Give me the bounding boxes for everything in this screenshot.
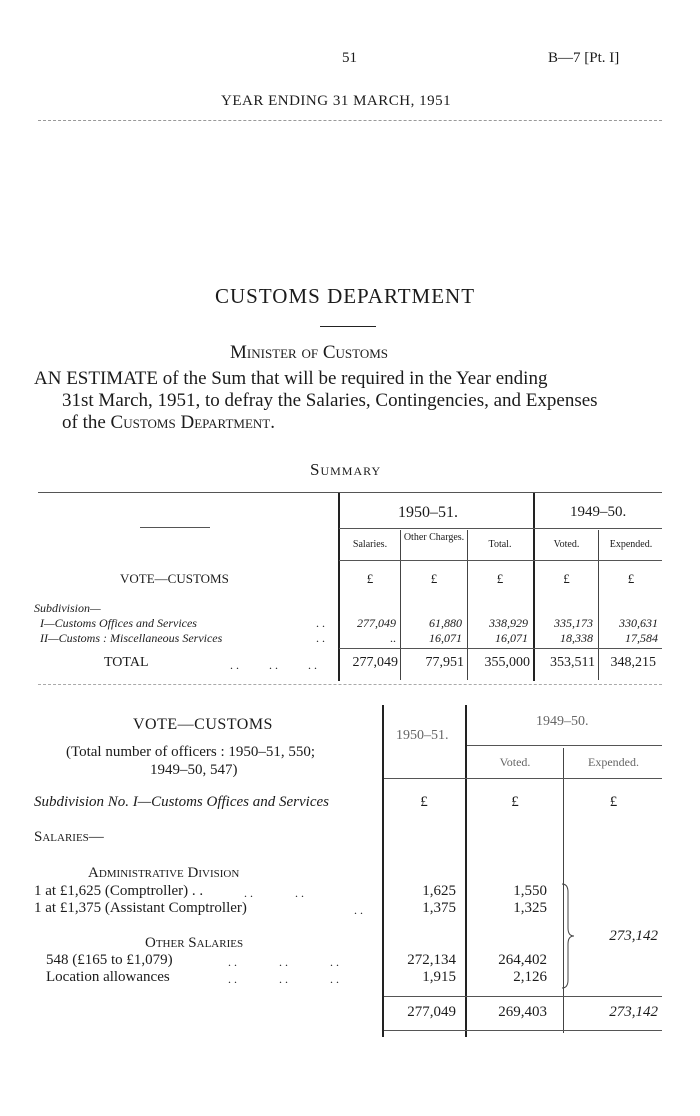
document-reference: B—7 [Pt. I]	[548, 50, 620, 66]
summary-currency: £	[366, 571, 374, 586]
summary-col-voted: Voted.	[553, 539, 580, 550]
detail-total-rule	[384, 996, 662, 997]
summary-cell-other: 16,071	[429, 631, 462, 645]
summary-divider-1	[400, 530, 401, 680]
summary-cell-expended: 330,631	[619, 616, 658, 630]
summary-colhead-rule	[339, 560, 662, 561]
detail-cell-current: 1,375	[422, 900, 456, 916]
estimate-intro-prefix: of the	[62, 412, 106, 433]
detail-col-expended: Expended.	[588, 755, 639, 769]
summary-currency: £	[496, 571, 504, 586]
estimate-intro-dept: Customs Department.	[110, 412, 275, 433]
summary-row-label: II—Customs : Miscellaneous Services	[40, 631, 223, 645]
summary-total-expended: 348,215	[610, 655, 656, 670]
summary-total-other: 77,951	[425, 655, 464, 670]
detail-officers-line2: 1949–50, 547)	[150, 762, 238, 778]
detail-divider-main	[382, 705, 384, 1037]
detail-bottom-rule	[384, 1030, 662, 1031]
summary-year-rule	[339, 528, 662, 529]
detail-bracket-expended: 273,142	[609, 928, 658, 944]
summary-vote-label: VOTE—CUSTOMS	[120, 571, 229, 586]
detail-row-label: 1 at £1,625 (Comptroller) . .	[34, 883, 204, 899]
detail-admin-division: Administrative Division	[88, 865, 240, 881]
detail-col-voted: Voted.	[499, 755, 531, 769]
department-title: CUSTOMS DEPARTMENT	[215, 284, 476, 308]
summary-cell-voted: 18,338	[560, 631, 593, 645]
detail-cell-current: 1,915	[422, 969, 456, 985]
summary-cell-other: 61,880	[429, 616, 462, 630]
summary-top-rule	[38, 492, 662, 493]
detail-row-label: Location allowances	[46, 969, 170, 985]
detail-year-current: 1950–51.	[396, 728, 449, 743]
summary-divider-3	[598, 530, 599, 680]
summary-year-previous: 1949–50.	[570, 504, 627, 520]
detail-cell-current: 272,134	[407, 952, 456, 968]
summary-cell-total: 338,929	[489, 616, 528, 630]
minister-line: Minister of Customs	[230, 342, 389, 363]
summary-total-dots: . . . . . .	[230, 658, 317, 672]
detail-cell-voted: 264,402	[498, 952, 547, 968]
detail-total-voted: 269,403	[498, 1004, 547, 1020]
detail-year-rule	[467, 745, 662, 746]
title-rule	[320, 326, 376, 327]
summary-bottom-rule	[38, 684, 662, 685]
summary-row-label: I—Customs Offices and Services	[40, 616, 197, 630]
detail-row-dots: . . . .	[244, 886, 304, 900]
summary-cell-expended: 17,584	[625, 631, 658, 645]
summary-row-dots: . .	[316, 631, 325, 645]
estimate-intro-line2: 31st March, 1951, to defray the Salaries, Contingencies, and Expenses	[62, 390, 598, 411]
detail-row-label: 548 (£165 to £1,079)	[46, 952, 173, 968]
estimate-intro-line3	[62, 412, 275, 434]
detail-total-current: 277,049	[407, 1004, 456, 1020]
detail-officers-line1: (Total number of officers : 1950–51, 550;	[66, 744, 316, 760]
detail-row-label: 1 at £1,375 (Assistant Comptroller)	[34, 900, 247, 916]
summary-year-current: 1950–51.	[398, 504, 458, 521]
detail-currency: £	[511, 794, 519, 810]
summary-total-rule	[339, 648, 662, 649]
header-rule	[38, 120, 662, 121]
summary-total-salaries: 277,049	[352, 655, 398, 670]
detail-row-dots: . . . . . .	[228, 955, 339, 969]
summary-cell-voted: 335,173	[554, 616, 593, 630]
summary-stub-dash	[140, 527, 210, 528]
detail-currency: £	[420, 794, 428, 810]
detail-colhead-rule	[384, 778, 662, 779]
summary-col-expended: Expended.	[609, 539, 653, 550]
detail-salaries-heading: Salaries—	[34, 829, 104, 845]
detail-cell-current: 1,625	[422, 883, 456, 899]
detail-vote-title: VOTE—CUSTOMS	[133, 716, 273, 733]
detail-total-expended: 273,142	[609, 1004, 658, 1020]
detail-other-salaries: Other Salaries	[145, 935, 244, 951]
summary-divider-years	[533, 493, 535, 681]
summary-currency: £	[627, 571, 635, 586]
detail-year-previous: 1949–50.	[536, 714, 589, 729]
detail-cell-voted: 2,126	[513, 969, 547, 985]
right-brace-icon	[560, 882, 576, 990]
summary-col-salaries: Salaries.	[352, 539, 388, 550]
summary-currency: £	[430, 571, 438, 586]
summary-total-voted: 353,511	[550, 655, 595, 670]
summary-row-dots: . .	[316, 616, 325, 630]
year-line: YEAR ENDING 31 MARCH, 1951	[221, 93, 452, 109]
detail-row-dots: . .	[354, 903, 363, 917]
summary-subdivision-label: Subdivision—	[34, 601, 101, 615]
detail-subdivision-title: Subdivision No. I—Customs Offices and Services	[34, 794, 329, 810]
detail-cell-voted: 1,550	[513, 883, 547, 899]
summary-cell-salaries: ..	[390, 631, 396, 645]
summary-currency: £	[563, 571, 570, 586]
detail-cell-voted: 1,325	[513, 900, 547, 916]
summary-cell-total: 16,071	[495, 631, 528, 645]
summary-divider-main	[338, 493, 340, 681]
summary-total-total: 355,000	[484, 655, 530, 670]
summary-col-other: Other Charges.	[403, 532, 465, 543]
detail-currency: £	[609, 794, 618, 810]
summary-heading: Summary	[310, 460, 382, 479]
summary-col-total: Total.	[488, 539, 512, 550]
detail-row-dots: . . . . . .	[228, 972, 339, 986]
summary-total-label: TOTAL	[104, 655, 149, 670]
page-number: 51	[342, 50, 357, 66]
summary-cell-salaries: 277,049	[357, 616, 396, 630]
estimate-intro-line1: AN ESTIMATE of the Sum that will be required in the Year ending	[34, 368, 548, 389]
